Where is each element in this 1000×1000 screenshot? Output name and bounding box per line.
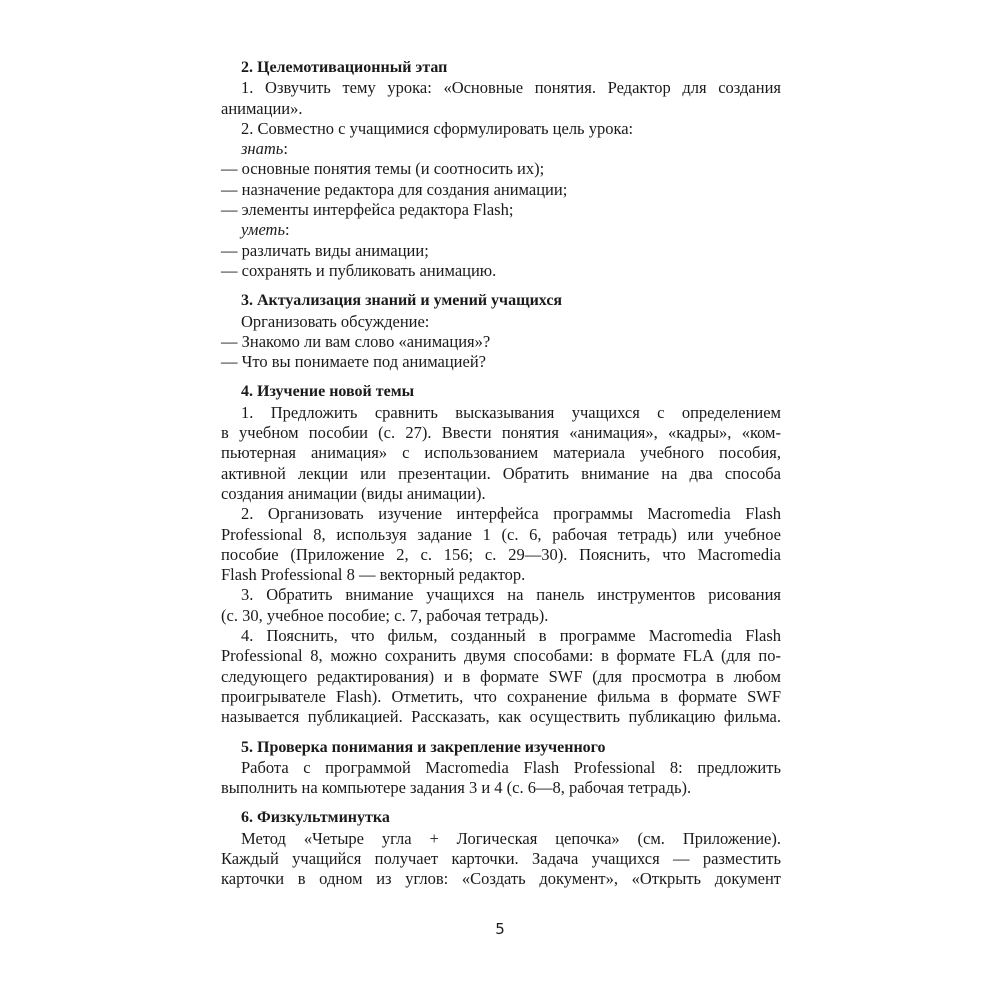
text-line: пьютерная анимация» с использованием материала учебного пособия, — [221, 443, 781, 463]
text-line: 1. Предложить сравнить высказывания учащихся с определением — [241, 402, 781, 422]
text-line: 1. Озвучить тему урока: «Основные понятия. Редактор для создания — [241, 78, 781, 98]
text-line: Professional 8, используя задание 1 (с. 6, рабочая тетрадь) или учебное — [221, 524, 781, 544]
text-line: (с. 30, учебное пособие; с. 7, рабочая тетрадь). — [221, 605, 549, 625]
text-line — [221, 220, 781, 240]
section-heading: 6. Физкультминутка — [241, 809, 390, 827]
text-line: Организовать обсуждение: — [241, 311, 430, 331]
text-line: анимации». — [221, 98, 303, 118]
text-line: — сохранять и публиковать анимацию. — [221, 260, 497, 280]
section — [221, 58, 781, 281]
text-line: — элементы интерфейса редактора Flash; — [221, 200, 514, 220]
text-line: — Что вы понимаете под анимацией? — [221, 352, 486, 372]
text-line: 2. Совместно с учащимися сформулировать цель урока: — [241, 118, 634, 138]
section-heading: 2. Целемотивационный этап — [241, 59, 448, 76]
text-line: Метод «Четыре угла + Логическая цепочка» (см. Приложение). — [241, 828, 781, 848]
page-number: 5 — [495, 920, 505, 938]
document-page — [221, 58, 781, 890]
text-line: 2. Организовать изучение интерфейса программы Macromedia Flash — [241, 504, 781, 524]
text-line: Каждый учащийся получает карточки. Задача учащихся — разместить — [221, 848, 781, 868]
text-line: создания анимации (виды анимации). — [221, 483, 486, 503]
text-line: — различать виды анимации; — [221, 240, 429, 260]
text-line: выполнить на компьютере задания 3 и 4 (с. 6—8, рабочая тетрадь). — [221, 778, 692, 798]
text-line: 4. Пояснить, что фильм, созданный в программе Macromedia Flash — [241, 626, 781, 646]
text-line: в учебном пособии (с. 27). Ввести понятия «анимация», «кадры», «ком- — [221, 423, 781, 443]
section-heading: 3. Актуализация знаний и умений учащихся — [241, 292, 563, 310]
text-line: — основные понятия темы (и соотносить их); — [221, 159, 545, 179]
text-line: — Знакомо ли вам слово «анимация»? — [221, 331, 491, 351]
italic-label: уметь — [241, 220, 285, 240]
section-heading: 4. Изучение новой темы — [241, 383, 415, 401]
text-line: пособие (Приложение 2, с. 156; с. 29—30). Пояснить, что Macromedia — [221, 544, 781, 564]
text-line: активной лекции или презентации. Обратить внимание на два способа — [221, 463, 781, 483]
text-line: карточки в одном из углов: «Создать документ», «Открыть документ — [221, 869, 781, 889]
text-line: проигрывателе Flash). Отметить, что сохранение фильма в формате SWF — [221, 686, 781, 706]
italic-label: знать — [241, 139, 284, 159]
label-colon: : — [283, 139, 288, 159]
section — [221, 808, 781, 889]
section — [221, 291, 781, 372]
section — [221, 738, 781, 799]
label-colon: : — [284, 220, 290, 240]
section — [221, 382, 781, 727]
text-line: называется публикацией. Рассказать, как осуществить публикацию фильма. — [221, 707, 781, 727]
text-line — [221, 139, 781, 159]
section-heading: 5. Проверка понимания и закрепление изученного — [241, 738, 606, 756]
text-line: 3. Обратить внимание учащихся на панель инструментов рисования — [241, 585, 781, 605]
text-line: Professional 8, можно сохранить двумя способами: в формате FLA (для по- — [221, 646, 781, 666]
text-line: — назначение редактора для создания анимации; — [221, 179, 568, 199]
text-line: Flash Professional 8 — векторный редактор. — [221, 565, 526, 585]
text-line: Работа с программой Macromedia Flash Professional 8: предложить — [241, 757, 781, 777]
text-line: следующего редактирования) и в формате SWF (для просмотра в любом — [221, 666, 781, 686]
